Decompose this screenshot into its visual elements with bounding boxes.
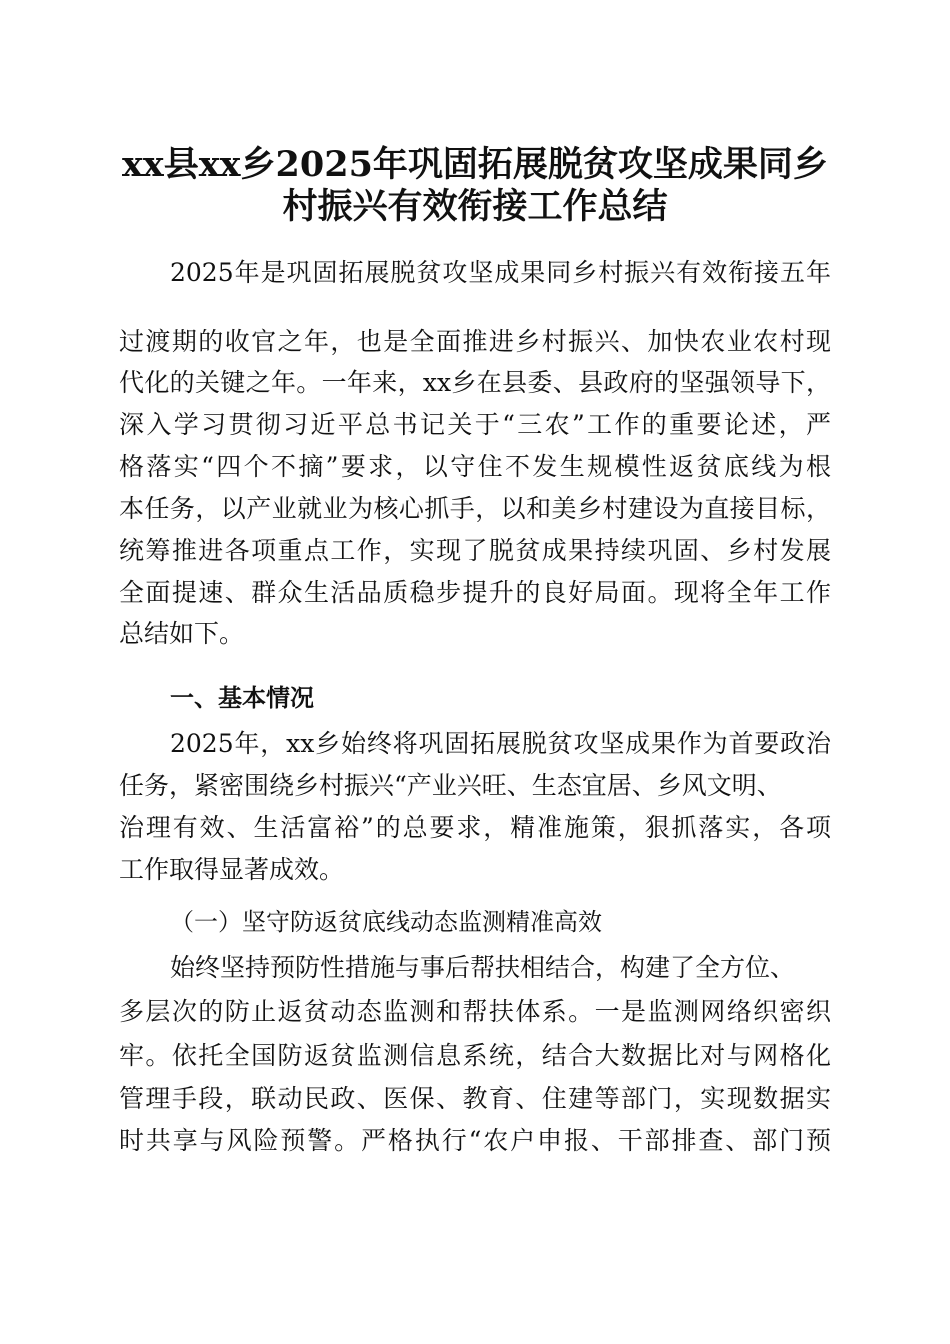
sub1-paragraph-line: 管理手段，联动民政、医保、教育、住建等部门，实现数据实 [119,1084,831,1113]
sub1-paragraph-line: 多层次的防止返贫动态监测和帮扶体系。一是监测网络织密织 [119,997,831,1026]
sub1-paragraph-line: 时共享与风险预警。严格执行“农户申报、干部排查、部门预 [119,1126,831,1155]
intro-paragraph-line: 总结如下。 [119,619,245,648]
intro-paragraph-line: 统筹推进各项重点工作，实现了脱贫成果持续巩固、乡村发展 [119,536,831,565]
section1-paragraph-line: 2025年，xx乡始终将巩固拓展脱贫攻坚成果作为首要政治 [170,729,831,758]
sub1-paragraph-line: 始终坚持预防性措施与事后帮扶相结合，构建了全方位、 [170,953,796,982]
section1-paragraph-line: 工作取得显著成效。 [119,855,345,884]
sub1-paragraph-line: 牢。依托全国防返贫监测信息系统，结合大数据比对与网格化 [119,1041,831,1070]
intro-paragraph-line: 全面提速、群众生活品质稳步提升的良好局面。现将全年工作 [119,578,831,607]
intro-paragraph-line: 代化的关键之年。一年来，xx乡在县委、县政府的坚强领导下， [119,368,831,397]
intro-paragraph-line: 本任务，以产业就业为核心抓手，以和美乡村建设为直接目标， [119,494,831,523]
document-title-line-2: 村振兴有效衔接工作总结 [282,186,668,227]
intro-paragraph-line: 2025年是巩固拓展脱贫攻坚成果同乡村振兴有效衔接五年 [170,258,831,287]
section1-paragraph-line: 任务，紧密围绕乡村振兴“产业兴旺、生态宜居、乡风文明、 [119,771,782,800]
intro-paragraph-line: 过渡期的收官之年，也是全面推进乡村振兴、加快农业农村现 [119,327,831,356]
intro-paragraph-line: 深入学习贯彻习近平总书记关于“三农”工作的重要论述，严 [119,410,831,439]
intro-paragraph-line: 格落实“四个不摘”要求，以守住不发生规模性返贫底线为根 [119,452,831,481]
section-heading-basic-situation: 一、基本情况 [170,684,314,712]
document-title-line-1: xx县xx乡2025年巩固拓展脱贫攻坚成果同乡 [122,144,828,185]
subsection-heading-1: （一）坚守防返贫底线动态监测精准高效 [170,908,602,936]
section1-paragraph-line: 治理有效、生活富裕”的总要求，精准施策，狠抓落实，各项 [119,813,831,842]
